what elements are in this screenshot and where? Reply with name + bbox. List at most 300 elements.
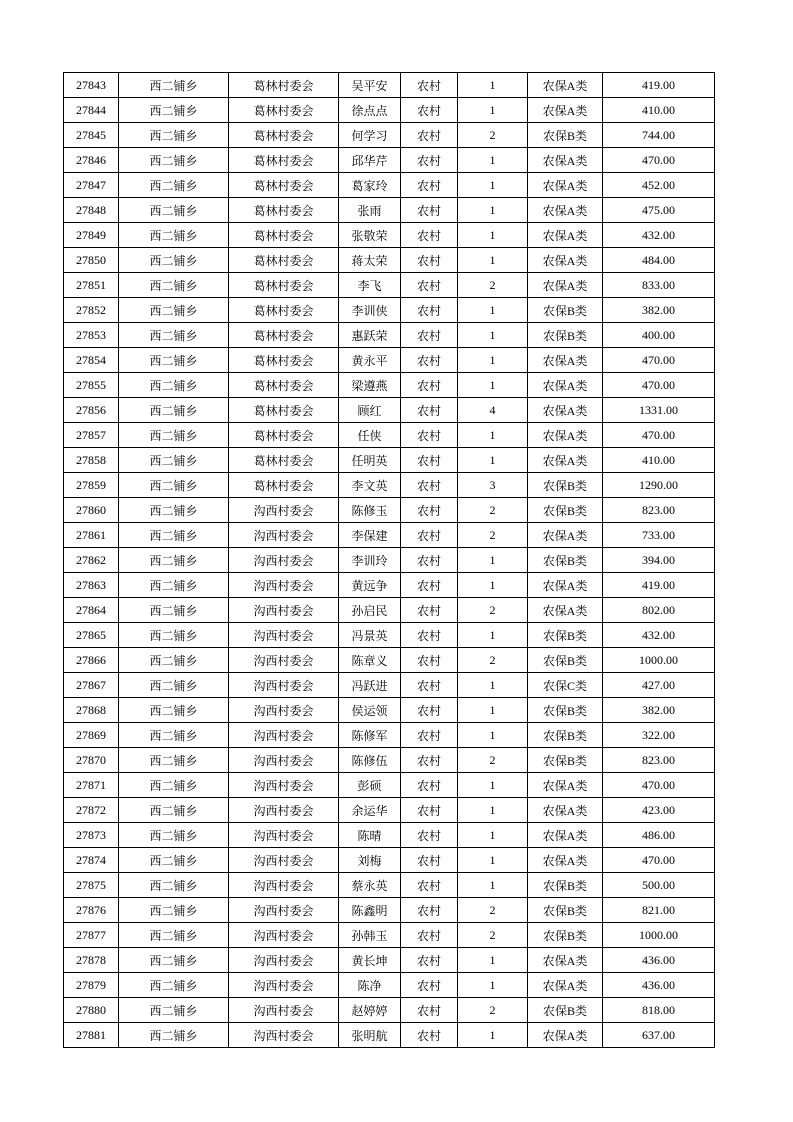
record-id-cell: 27850 bbox=[64, 248, 119, 273]
person-count-cell: 1 bbox=[458, 698, 528, 723]
insurance-category-cell: 农保A类 bbox=[528, 73, 603, 98]
township-cell: 西二铺乡 bbox=[119, 298, 229, 323]
person-name-cell: 冯跃进 bbox=[339, 673, 401, 698]
person-count-cell: 1 bbox=[458, 348, 528, 373]
amount-cell: 637.00 bbox=[603, 1023, 715, 1048]
residence-type-cell: 农村 bbox=[401, 498, 458, 523]
insurance-category-cell: 农保B类 bbox=[528, 498, 603, 523]
township-cell: 西二铺乡 bbox=[119, 573, 229, 598]
township-cell: 西二铺乡 bbox=[119, 923, 229, 948]
insurance-category-cell: 农保A类 bbox=[528, 398, 603, 423]
insurance-category-cell: 农保B类 bbox=[528, 648, 603, 673]
amount-cell: 821.00 bbox=[603, 898, 715, 923]
village-committee-cell: 沟西村委会 bbox=[229, 973, 339, 998]
record-id-cell: 27868 bbox=[64, 698, 119, 723]
village-committee-cell: 沟西村委会 bbox=[229, 698, 339, 723]
table-row bbox=[64, 723, 715, 748]
insurance-category-cell: 农保A类 bbox=[528, 198, 603, 223]
amount-cell: 470.00 bbox=[603, 423, 715, 448]
record-id-cell: 27856 bbox=[64, 398, 119, 423]
village-committee-cell: 葛林村委会 bbox=[229, 348, 339, 373]
person-name-cell: 陈净 bbox=[339, 973, 401, 998]
person-count-cell: 3 bbox=[458, 473, 528, 498]
record-id-cell: 27869 bbox=[64, 723, 119, 748]
table-row bbox=[64, 148, 715, 173]
person-name-cell: 吴平安 bbox=[339, 73, 401, 98]
residence-type-cell: 农村 bbox=[401, 173, 458, 198]
person-name-cell: 李文英 bbox=[339, 473, 401, 498]
residence-type-cell: 农村 bbox=[401, 98, 458, 123]
amount-cell: 470.00 bbox=[603, 348, 715, 373]
township-cell: 西二铺乡 bbox=[119, 223, 229, 248]
insurance-category-cell: 农保B类 bbox=[528, 298, 603, 323]
person-count-cell: 2 bbox=[458, 498, 528, 523]
residence-type-cell: 农村 bbox=[401, 223, 458, 248]
village-committee-cell: 沟西村委会 bbox=[229, 823, 339, 848]
record-id-cell: 27849 bbox=[64, 223, 119, 248]
amount-cell: 470.00 bbox=[603, 848, 715, 873]
village-committee-cell: 沟西村委会 bbox=[229, 673, 339, 698]
residence-type-cell: 农村 bbox=[401, 323, 458, 348]
person-count-cell: 2 bbox=[458, 598, 528, 623]
insurance-category-cell: 农保A类 bbox=[528, 523, 603, 548]
village-committee-cell: 沟西村委会 bbox=[229, 873, 339, 898]
village-committee-cell: 葛林村委会 bbox=[229, 123, 339, 148]
village-committee-cell: 沟西村委会 bbox=[229, 548, 339, 573]
amount-cell: 432.00 bbox=[603, 623, 715, 648]
table-row bbox=[64, 398, 715, 423]
township-cell: 西二铺乡 bbox=[119, 898, 229, 923]
township-cell: 西二铺乡 bbox=[119, 373, 229, 398]
village-committee-cell: 葛林村委会 bbox=[229, 423, 339, 448]
residence-type-cell: 农村 bbox=[401, 123, 458, 148]
village-committee-cell: 葛林村委会 bbox=[229, 473, 339, 498]
record-id-cell: 27852 bbox=[64, 298, 119, 323]
amount-cell: 475.00 bbox=[603, 198, 715, 223]
residence-type-cell: 农村 bbox=[401, 598, 458, 623]
residence-type-cell: 农村 bbox=[401, 198, 458, 223]
residence-type-cell: 农村 bbox=[401, 848, 458, 873]
person-count-cell: 2 bbox=[458, 898, 528, 923]
record-id-cell: 27872 bbox=[64, 798, 119, 823]
insurance-category-cell: 农保B类 bbox=[528, 548, 603, 573]
payment-table bbox=[63, 72, 715, 1048]
insurance-category-cell: 农保B类 bbox=[528, 723, 603, 748]
table-row bbox=[64, 898, 715, 923]
table-row bbox=[64, 498, 715, 523]
insurance-category-cell: 农保B类 bbox=[528, 873, 603, 898]
person-count-cell: 2 bbox=[458, 748, 528, 773]
residence-type-cell: 农村 bbox=[401, 798, 458, 823]
person-name-cell: 冯景英 bbox=[339, 623, 401, 648]
record-id-cell: 27844 bbox=[64, 98, 119, 123]
village-committee-cell: 沟西村委会 bbox=[229, 773, 339, 798]
record-id-cell: 27846 bbox=[64, 148, 119, 173]
person-name-cell: 刘梅 bbox=[339, 848, 401, 873]
township-cell: 西二铺乡 bbox=[119, 73, 229, 98]
insurance-category-cell: 农保A类 bbox=[528, 598, 603, 623]
township-cell: 西二铺乡 bbox=[119, 398, 229, 423]
village-committee-cell: 葛林村委会 bbox=[229, 173, 339, 198]
township-cell: 西二铺乡 bbox=[119, 273, 229, 298]
residence-type-cell: 农村 bbox=[401, 923, 458, 948]
person-name-cell: 任明英 bbox=[339, 448, 401, 473]
record-id-cell: 27863 bbox=[64, 573, 119, 598]
residence-type-cell: 农村 bbox=[401, 398, 458, 423]
insurance-category-cell: 农保B类 bbox=[528, 473, 603, 498]
amount-cell: 322.00 bbox=[603, 723, 715, 748]
village-committee-cell: 葛林村委会 bbox=[229, 448, 339, 473]
township-cell: 西二铺乡 bbox=[119, 648, 229, 673]
record-id-cell: 27857 bbox=[64, 423, 119, 448]
township-cell: 西二铺乡 bbox=[119, 248, 229, 273]
township-cell: 西二铺乡 bbox=[119, 673, 229, 698]
residence-type-cell: 农村 bbox=[401, 473, 458, 498]
township-cell: 西二铺乡 bbox=[119, 723, 229, 748]
township-cell: 西二铺乡 bbox=[119, 873, 229, 898]
person-count-cell: 1 bbox=[458, 448, 528, 473]
amount-cell: 733.00 bbox=[603, 523, 715, 548]
person-name-cell: 李训侠 bbox=[339, 298, 401, 323]
table-row bbox=[64, 698, 715, 723]
village-committee-cell: 沟西村委会 bbox=[229, 573, 339, 598]
person-name-cell: 惠跃荣 bbox=[339, 323, 401, 348]
amount-cell: 432.00 bbox=[603, 223, 715, 248]
person-count-cell: 4 bbox=[458, 398, 528, 423]
village-committee-cell: 葛林村委会 bbox=[229, 373, 339, 398]
record-id-cell: 27873 bbox=[64, 823, 119, 848]
amount-cell: 436.00 bbox=[603, 973, 715, 998]
township-cell: 西二铺乡 bbox=[119, 848, 229, 873]
residence-type-cell: 农村 bbox=[401, 348, 458, 373]
person-count-cell: 1 bbox=[458, 173, 528, 198]
village-committee-cell: 葛林村委会 bbox=[229, 273, 339, 298]
amount-cell: 410.00 bbox=[603, 448, 715, 473]
person-name-cell: 蒋太荣 bbox=[339, 248, 401, 273]
amount-cell: 1290.00 bbox=[603, 473, 715, 498]
person-count-cell: 1 bbox=[458, 98, 528, 123]
person-name-cell: 黄远争 bbox=[339, 573, 401, 598]
table-row bbox=[64, 123, 715, 148]
person-name-cell: 黄长坤 bbox=[339, 948, 401, 973]
table-row bbox=[64, 948, 715, 973]
person-count-cell: 1 bbox=[458, 248, 528, 273]
township-cell: 西二铺乡 bbox=[119, 123, 229, 148]
village-committee-cell: 沟西村委会 bbox=[229, 848, 339, 873]
village-committee-cell: 沟西村委会 bbox=[229, 498, 339, 523]
person-name-cell: 侯运领 bbox=[339, 698, 401, 723]
person-name-cell: 陈修玉 bbox=[339, 498, 401, 523]
record-id-cell: 27874 bbox=[64, 848, 119, 873]
amount-cell: 394.00 bbox=[603, 548, 715, 573]
record-id-cell: 27855 bbox=[64, 373, 119, 398]
person-count-cell: 1 bbox=[458, 723, 528, 748]
residence-type-cell: 农村 bbox=[401, 623, 458, 648]
table-row bbox=[64, 873, 715, 898]
insurance-category-cell: 农保B类 bbox=[528, 923, 603, 948]
insurance-category-cell: 农保A类 bbox=[528, 1023, 603, 1048]
township-cell: 西二铺乡 bbox=[119, 173, 229, 198]
village-committee-cell: 葛林村委会 bbox=[229, 298, 339, 323]
table-row bbox=[64, 1023, 715, 1048]
amount-cell: 419.00 bbox=[603, 573, 715, 598]
township-cell: 西二铺乡 bbox=[119, 148, 229, 173]
person-name-cell: 邱华芹 bbox=[339, 148, 401, 173]
residence-type-cell: 农村 bbox=[401, 673, 458, 698]
person-name-cell: 李飞 bbox=[339, 273, 401, 298]
insurance-category-cell: 农保A类 bbox=[528, 223, 603, 248]
amount-cell: 823.00 bbox=[603, 498, 715, 523]
record-id-cell: 27858 bbox=[64, 448, 119, 473]
township-cell: 西二铺乡 bbox=[119, 198, 229, 223]
township-cell: 西二铺乡 bbox=[119, 948, 229, 973]
insurance-category-cell: 农保A类 bbox=[528, 248, 603, 273]
amount-cell: 382.00 bbox=[603, 298, 715, 323]
record-id-cell: 27875 bbox=[64, 873, 119, 898]
table-row bbox=[64, 973, 715, 998]
record-id-cell: 27871 bbox=[64, 773, 119, 798]
person-name-cell: 梁遵燕 bbox=[339, 373, 401, 398]
amount-cell: 486.00 bbox=[603, 823, 715, 848]
insurance-category-cell: 农保A类 bbox=[528, 448, 603, 473]
table-row bbox=[64, 823, 715, 848]
person-name-cell: 顾红 bbox=[339, 398, 401, 423]
amount-cell: 470.00 bbox=[603, 373, 715, 398]
insurance-category-cell: 农保A类 bbox=[528, 373, 603, 398]
person-count-cell: 2 bbox=[458, 123, 528, 148]
village-committee-cell: 沟西村委会 bbox=[229, 948, 339, 973]
amount-cell: 419.00 bbox=[603, 73, 715, 98]
record-id-cell: 27854 bbox=[64, 348, 119, 373]
amount-cell: 1331.00 bbox=[603, 398, 715, 423]
village-committee-cell: 沟西村委会 bbox=[229, 998, 339, 1023]
payment-table-body bbox=[64, 73, 715, 1048]
person-count-cell: 1 bbox=[458, 423, 528, 448]
record-id-cell: 27860 bbox=[64, 498, 119, 523]
table-row bbox=[64, 598, 715, 623]
residence-type-cell: 农村 bbox=[401, 1023, 458, 1048]
table-row bbox=[64, 923, 715, 948]
residence-type-cell: 农村 bbox=[401, 248, 458, 273]
table-row bbox=[64, 73, 715, 98]
table-row bbox=[64, 573, 715, 598]
amount-cell: 818.00 bbox=[603, 998, 715, 1023]
residence-type-cell: 农村 bbox=[401, 273, 458, 298]
insurance-category-cell: 农保A类 bbox=[528, 173, 603, 198]
amount-cell: 382.00 bbox=[603, 698, 715, 723]
table-row bbox=[64, 623, 715, 648]
table-row bbox=[64, 798, 715, 823]
record-id-cell: 27878 bbox=[64, 948, 119, 973]
amount-cell: 470.00 bbox=[603, 148, 715, 173]
table-row bbox=[64, 673, 715, 698]
township-cell: 西二铺乡 bbox=[119, 748, 229, 773]
village-committee-cell: 沟西村委会 bbox=[229, 598, 339, 623]
insurance-category-cell: 农保A类 bbox=[528, 773, 603, 798]
township-cell: 西二铺乡 bbox=[119, 498, 229, 523]
record-id-cell: 27876 bbox=[64, 898, 119, 923]
record-id-cell: 27877 bbox=[64, 923, 119, 948]
table-row bbox=[64, 423, 715, 448]
record-id-cell: 27861 bbox=[64, 523, 119, 548]
person-name-cell: 李保建 bbox=[339, 523, 401, 548]
person-count-cell: 1 bbox=[458, 198, 528, 223]
residence-type-cell: 农村 bbox=[401, 148, 458, 173]
record-id-cell: 27865 bbox=[64, 623, 119, 648]
person-name-cell: 何学习 bbox=[339, 123, 401, 148]
township-cell: 西二铺乡 bbox=[119, 348, 229, 373]
insurance-category-cell: 农保A类 bbox=[528, 798, 603, 823]
residence-type-cell: 农村 bbox=[401, 448, 458, 473]
person-count-cell: 2 bbox=[458, 523, 528, 548]
person-name-cell: 徐点点 bbox=[339, 98, 401, 123]
amount-cell: 833.00 bbox=[603, 273, 715, 298]
township-cell: 西二铺乡 bbox=[119, 973, 229, 998]
residence-type-cell: 农村 bbox=[401, 298, 458, 323]
township-cell: 西二铺乡 bbox=[119, 473, 229, 498]
residence-type-cell: 农村 bbox=[401, 823, 458, 848]
person-count-cell: 2 bbox=[458, 998, 528, 1023]
person-count-cell: 1 bbox=[458, 948, 528, 973]
insurance-category-cell: 农保A类 bbox=[528, 948, 603, 973]
village-committee-cell: 沟西村委会 bbox=[229, 798, 339, 823]
record-id-cell: 27843 bbox=[64, 73, 119, 98]
residence-type-cell: 农村 bbox=[401, 523, 458, 548]
person-name-cell: 陈修伍 bbox=[339, 748, 401, 773]
person-name-cell: 李训玲 bbox=[339, 548, 401, 573]
township-cell: 西二铺乡 bbox=[119, 1023, 229, 1048]
amount-cell: 1000.00 bbox=[603, 923, 715, 948]
table-row bbox=[64, 773, 715, 798]
record-id-cell: 27881 bbox=[64, 1023, 119, 1048]
village-committee-cell: 沟西村委会 bbox=[229, 623, 339, 648]
person-count-cell: 1 bbox=[458, 848, 528, 873]
record-id-cell: 27870 bbox=[64, 748, 119, 773]
village-committee-cell: 葛林村委会 bbox=[229, 223, 339, 248]
table-row bbox=[64, 523, 715, 548]
person-name-cell: 蔡永英 bbox=[339, 873, 401, 898]
township-cell: 西二铺乡 bbox=[119, 448, 229, 473]
village-committee-cell: 沟西村委会 bbox=[229, 748, 339, 773]
insurance-category-cell: 农保A类 bbox=[528, 273, 603, 298]
amount-cell: 744.00 bbox=[603, 123, 715, 148]
township-cell: 西二铺乡 bbox=[119, 698, 229, 723]
village-committee-cell: 葛林村委会 bbox=[229, 248, 339, 273]
residence-type-cell: 农村 bbox=[401, 748, 458, 773]
person-count-cell: 1 bbox=[458, 148, 528, 173]
residence-type-cell: 农村 bbox=[401, 573, 458, 598]
record-id-cell: 27864 bbox=[64, 598, 119, 623]
person-name-cell: 赵婷婷 bbox=[339, 998, 401, 1023]
insurance-category-cell: 农保A类 bbox=[528, 573, 603, 598]
township-cell: 西二铺乡 bbox=[119, 598, 229, 623]
township-cell: 西二铺乡 bbox=[119, 998, 229, 1023]
table-row bbox=[64, 223, 715, 248]
amount-cell: 400.00 bbox=[603, 323, 715, 348]
person-count-cell: 1 bbox=[458, 373, 528, 398]
township-cell: 西二铺乡 bbox=[119, 323, 229, 348]
person-name-cell: 陈修军 bbox=[339, 723, 401, 748]
person-count-cell: 1 bbox=[458, 823, 528, 848]
person-count-cell: 1 bbox=[458, 223, 528, 248]
person-count-cell: 1 bbox=[458, 798, 528, 823]
person-count-cell: 1 bbox=[458, 573, 528, 598]
table-row bbox=[64, 848, 715, 873]
amount-cell: 484.00 bbox=[603, 248, 715, 273]
record-id-cell: 27879 bbox=[64, 973, 119, 998]
insurance-category-cell: 农保A类 bbox=[528, 148, 603, 173]
village-committee-cell: 沟西村委会 bbox=[229, 1023, 339, 1048]
person-name-cell: 任侠 bbox=[339, 423, 401, 448]
record-id-cell: 27867 bbox=[64, 673, 119, 698]
village-committee-cell: 沟西村委会 bbox=[229, 648, 339, 673]
record-id-cell: 27848 bbox=[64, 198, 119, 223]
person-count-cell: 1 bbox=[458, 323, 528, 348]
amount-cell: 427.00 bbox=[603, 673, 715, 698]
amount-cell: 470.00 bbox=[603, 773, 715, 798]
insurance-category-cell: 农保B类 bbox=[528, 698, 603, 723]
person-name-cell: 张雨 bbox=[339, 198, 401, 223]
person-count-cell: 1 bbox=[458, 773, 528, 798]
person-name-cell: 彭硕 bbox=[339, 773, 401, 798]
insurance-category-cell: 农保B类 bbox=[528, 323, 603, 348]
township-cell: 西二铺乡 bbox=[119, 823, 229, 848]
table-row bbox=[64, 998, 715, 1023]
person-name-cell: 张明航 bbox=[339, 1023, 401, 1048]
village-committee-cell: 沟西村委会 bbox=[229, 523, 339, 548]
village-committee-cell: 葛林村委会 bbox=[229, 73, 339, 98]
person-name-cell: 孙启民 bbox=[339, 598, 401, 623]
person-name-cell: 葛家玲 bbox=[339, 173, 401, 198]
insurance-category-cell: 农保A类 bbox=[528, 823, 603, 848]
person-name-cell: 孙韩玉 bbox=[339, 923, 401, 948]
table-row bbox=[64, 198, 715, 223]
township-cell: 西二铺乡 bbox=[119, 523, 229, 548]
amount-cell: 423.00 bbox=[603, 798, 715, 823]
person-name-cell: 黄永平 bbox=[339, 348, 401, 373]
record-id-cell: 27866 bbox=[64, 648, 119, 673]
village-committee-cell: 葛林村委会 bbox=[229, 398, 339, 423]
residence-type-cell: 农村 bbox=[401, 698, 458, 723]
amount-cell: 823.00 bbox=[603, 748, 715, 773]
person-name-cell: 张敬荣 bbox=[339, 223, 401, 248]
village-committee-cell: 沟西村委会 bbox=[229, 723, 339, 748]
residence-type-cell: 农村 bbox=[401, 998, 458, 1023]
village-committee-cell: 葛林村委会 bbox=[229, 148, 339, 173]
table-row bbox=[64, 323, 715, 348]
residence-type-cell: 农村 bbox=[401, 548, 458, 573]
insurance-category-cell: 农保A类 bbox=[528, 848, 603, 873]
residence-type-cell: 农村 bbox=[401, 973, 458, 998]
township-cell: 西二铺乡 bbox=[119, 98, 229, 123]
table-row bbox=[64, 98, 715, 123]
amount-cell: 452.00 bbox=[603, 173, 715, 198]
table-row bbox=[64, 473, 715, 498]
table-row bbox=[64, 648, 715, 673]
record-id-cell: 27851 bbox=[64, 273, 119, 298]
residence-type-cell: 农村 bbox=[401, 773, 458, 798]
insurance-category-cell: 农保A类 bbox=[528, 423, 603, 448]
insurance-category-cell: 农保B类 bbox=[528, 748, 603, 773]
residence-type-cell: 农村 bbox=[401, 898, 458, 923]
table-row bbox=[64, 448, 715, 473]
person-count-cell: 2 bbox=[458, 923, 528, 948]
table-row bbox=[64, 548, 715, 573]
amount-cell: 1000.00 bbox=[603, 648, 715, 673]
person-name-cell: 余运华 bbox=[339, 798, 401, 823]
residence-type-cell: 农村 bbox=[401, 723, 458, 748]
record-id-cell: 27859 bbox=[64, 473, 119, 498]
